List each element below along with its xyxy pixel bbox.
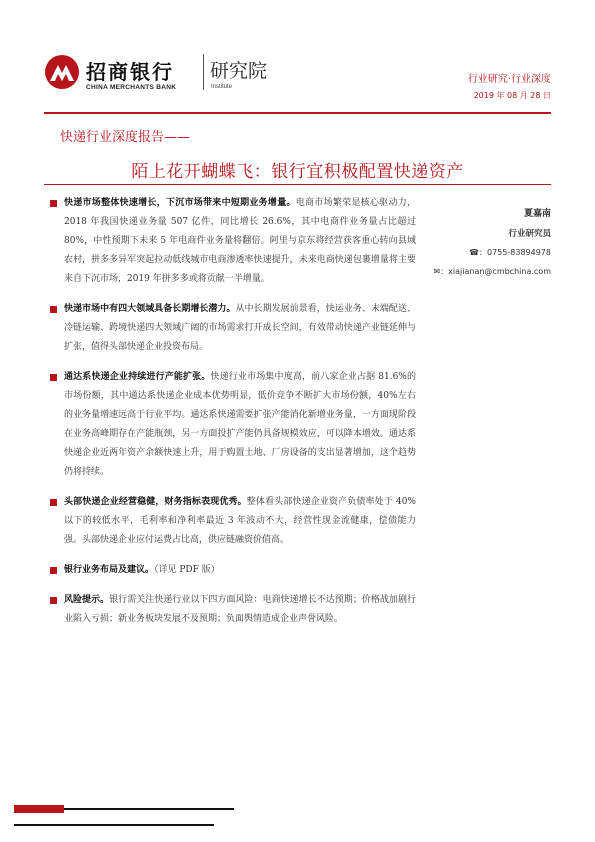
point-lead: 快递市场整体快速增长，下沉市场带来中短期业务增量。 (64, 198, 296, 208)
report-title: 陌上花开蝴蝶飞：银行宜积极配置快递资产 (131, 162, 464, 182)
bullet-icon (50, 567, 57, 574)
summary-point (44, 300, 416, 357)
report-type: 行业研究·行业深度 (467, 74, 551, 85)
cmb-logo (44, 52, 194, 98)
author-email: ✉：xiajianan@cmbchina.com (433, 267, 551, 276)
point-text: （详见 PDF 版） (154, 565, 220, 575)
author-role: 行业研究员 (508, 229, 551, 239)
bullet-icon (50, 597, 57, 604)
bullet-icon (50, 374, 57, 381)
title-rule (44, 184, 551, 185)
summary-point (44, 194, 416, 289)
bullet-icon (50, 306, 57, 313)
cmb-logo-icon (44, 54, 80, 90)
header-meta (468, 70, 551, 101)
author-name: 夏嘉南 (523, 209, 551, 219)
point-lead: 通达系快递企业持续进行产能扩张。 (64, 372, 211, 382)
logo-cn-text: 招商银行 (86, 60, 174, 84)
author-phone: ☎：0755-83894978 (469, 248, 551, 257)
header-rule (44, 112, 551, 114)
summary-point (44, 591, 416, 629)
point-text: 银行需关注快递行业以下四方面风险：电商快递增长不达预期；价格战加剧行业陷入亏损；新业务板块发展不及预期；负面舆情造成企业声誉风险。 (64, 595, 416, 624)
institute-cn: 研究院 (210, 60, 268, 82)
bullet-icon (50, 499, 57, 506)
point-lead: 快递市场中有四大领域具备长期增长潜力。 (64, 304, 236, 314)
point-lead: 头部快递企业经营稳健，财务指标表现优秀。 (64, 497, 247, 507)
footer-mark-top (14, 805, 234, 813)
institute-en: Institute (211, 84, 233, 90)
summary-point (44, 493, 416, 550)
point-text: 电商市场繁荣是核心驱动力，2018 年我国快递业务量 507 亿件，同比增长 26.6%，其中电商件业务量占比超过 80%，中性预期下未来 5 年电商件业务量将翻倍。阿里与京东将经营获客重心转向县域农村，拼多多异军突起拉动低线城市电商渗透率快速提升，未来电商快递包裹增量将主要来自下沉市场，2019 年拼多多或将贡献一半增量。 (64, 198, 416, 284)
report-series: 快递行业深度报告—— (60, 130, 191, 145)
summary-point (44, 561, 416, 580)
summary-points (44, 194, 416, 640)
point-text: 快递行业市场集中度高，前八家企业占据 81.6%的市场份额，其中通达系快递企业成本优势明显，低价竞争不断扩大市场份额，40%左右的业务量增速远高于行业平均。通达系快递需要扩张产能消化新增业务量，一方面现阶段在业务高峰期存在产能瓶颈，另一方面投扩产能仍具备规模效应，可以降本增效。通达系快递企业近两年资产余额快速上升，用于购置土地、厂房设备的支出显著增加，这个趋势仍将持续。 (64, 372, 416, 477)
point-text: 从中长期发展前景看，快运业务、末端配送、冷链运输、跨境快递四大领域广阔的市场需求打开成长空间，有效带动快递产业链延伸与扩张，值得头部快递企业投资布局。 (64, 304, 416, 352)
author-block (433, 206, 551, 277)
logo-divider (203, 54, 204, 90)
point-text: 整体看头部快递企业资产负债率处于 40%以下的较低水平，毛利率和净利率最近 3 年波动不大，经营性现金流健康，偿债能力强。头部快递企业应付运费占比高，供应链融资价值高。 (64, 497, 416, 545)
point-lead: 风险提示。 (64, 595, 110, 605)
bullet-icon (50, 200, 57, 207)
report-date: 2019 年 08 月 28 日 (473, 91, 551, 100)
point-lead: 银行业务布局及建议。 (64, 565, 155, 575)
summary-point (44, 368, 416, 482)
footer-mark-bottom (14, 821, 214, 829)
logo-en-text: CHINA MERCHANTS BANK (86, 84, 177, 91)
